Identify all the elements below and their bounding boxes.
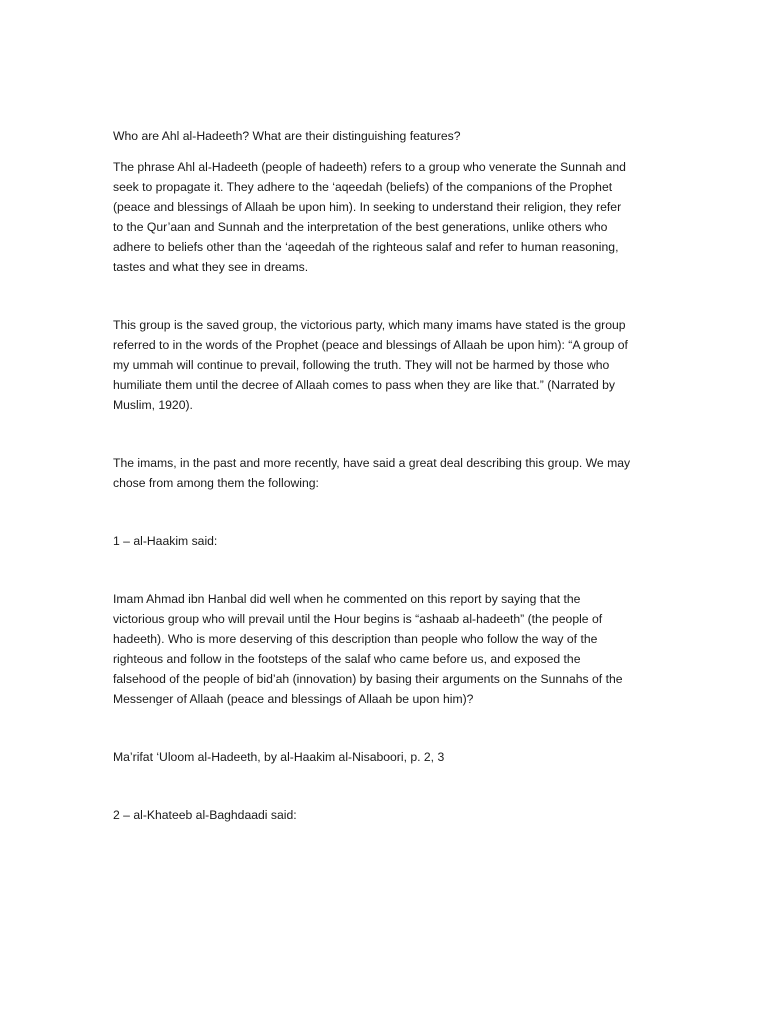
paragraph-6 <box>113 747 653 767</box>
paragraph-line: tastes and what they see in dreams. <box>113 260 309 274</box>
paragraph-line: falsehood of the people of bid’ah (innovation) by basing their arguments on the Sunnahs of the <box>113 672 623 686</box>
paragraph-4 <box>113 531 653 551</box>
paragraph-1 <box>113 157 653 277</box>
paragraph-5 <box>113 589 653 709</box>
paragraph-line: humiliate them until the decree of Allaah comes to pass when they are like that.” (Narrated by <box>113 378 615 392</box>
spacer <box>113 493 653 531</box>
document-body <box>113 126 653 825</box>
paragraph-line: Messenger of Allaah (peace and blessings of Allaah be upon him)? <box>113 692 474 706</box>
paragraph-2 <box>113 315 653 415</box>
paragraph-line: referred to in the words of the Prophet (peace and blessings of Allaah be upon him): “A group of <box>113 338 628 352</box>
paragraph-line: seek to propagate it. They adhere to the ‘aqeedah (beliefs) of the companions of the Prophet <box>113 180 613 194</box>
paragraph-7 <box>113 805 653 825</box>
paragraph-line: Muslim, 1920). <box>113 398 193 412</box>
spacer <box>113 277 653 315</box>
section-heading: 1 – al-Haakim said: <box>113 534 218 548</box>
paragraph-line: (peace and blessings of Allaah be upon him). In seeking to understand their religion, they refer <box>113 200 622 214</box>
paragraph-line: chose from among them the following: <box>113 476 319 490</box>
document-title: Who are Ahl al-Hadeeth? What are their distinguishing features? <box>113 129 461 143</box>
paragraph-line: The imams, in the past and more recently, have said a great deal describing this group. We may <box>113 456 631 470</box>
paragraph-line: to the Qur’aan and Sunnah and the interpretation of the best generations, unlike others who <box>113 220 608 234</box>
spacer <box>113 415 653 453</box>
spacer <box>113 551 653 589</box>
paragraph-3 <box>113 453 653 493</box>
paragraph-line: righteous and follow in the footsteps of the salaf who came before us, and exposed the <box>113 652 581 666</box>
spacer <box>113 709 653 747</box>
paragraph-line: This group is the saved group, the victorious party, which many imams have stated is the group <box>113 318 626 332</box>
section-heading: 2 – al-Khateeb al-Baghdaadi said: <box>113 808 297 822</box>
paragraph-line: The phrase Ahl al-Hadeeth (people of hadeeth) refers to a group who venerate the Sunnah and <box>113 160 626 174</box>
paragraph-line: my ummah will continue to prevail, following the truth. They will not be harmed by those who <box>113 358 610 372</box>
paragraph-line: hadeeth). Who is more deserving of this description than people who follow the way of the <box>113 632 598 646</box>
citation: Ma’rifat ‘Uloom al-Hadeeth, by al-Haakim al-Nisaboori, p. 2, 3 <box>113 750 445 764</box>
spacer <box>113 767 653 805</box>
paragraph-line: adhere to beliefs other than the ‘aqeedah of the righteous salaf and refer to human reasoning, <box>113 240 619 254</box>
paragraph-line: victorious group who will prevail until the Hour begins is “ashaab al-hadeeth” (the people of <box>113 612 603 626</box>
paragraph-line: Imam Ahmad ibn Hanbal did well when he commented on this report by saying that the <box>113 592 581 606</box>
